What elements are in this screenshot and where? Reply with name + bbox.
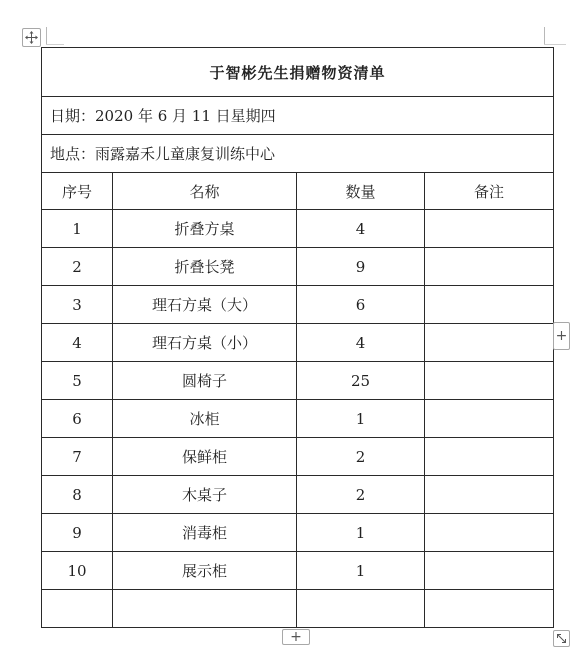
- cell-name[interactable]: 折叠长凳: [113, 248, 297, 286]
- page-corner-mark: [46, 27, 49, 45]
- cell-number[interactable]: 7: [42, 438, 113, 476]
- cell-number[interactable]: [42, 590, 113, 628]
- document-title[interactable]: 于智彬先生捐赠物资清单: [42, 48, 554, 97]
- cell-name[interactable]: 展示柜: [113, 552, 297, 590]
- cell-number[interactable]: 9: [42, 514, 113, 552]
- cell-notes[interactable]: [425, 248, 554, 286]
- table-row: [42, 552, 554, 590]
- table-row: [42, 400, 554, 438]
- cell-quantity[interactable]: 4: [297, 210, 425, 248]
- cell-notes[interactable]: [425, 552, 554, 590]
- table-row: [42, 590, 554, 628]
- date-line[interactable]: 日期：2020 年 6 月 11 日星期四: [42, 97, 554, 135]
- page-corner-mark: [544, 27, 546, 45]
- table-resize-handle[interactable]: [553, 630, 570, 647]
- cell-quantity[interactable]: 25: [297, 362, 425, 400]
- cell-name[interactable]: 保鲜柜: [113, 438, 297, 476]
- cell-number[interactable]: 10: [42, 552, 113, 590]
- cell-number[interactable]: 1: [42, 210, 113, 248]
- table-row: [42, 514, 554, 552]
- plus-icon: +: [555, 328, 568, 344]
- cell-notes[interactable]: [425, 324, 554, 362]
- table-row: [42, 324, 554, 362]
- cell-quantity[interactable]: [297, 590, 425, 628]
- cell-notes[interactable]: [425, 400, 554, 438]
- table-row: [42, 362, 554, 400]
- cell-number[interactable]: 2: [42, 248, 113, 286]
- table-move-handle[interactable]: [22, 28, 41, 47]
- cell-name[interactable]: 圆椅子: [113, 362, 297, 400]
- cell-number[interactable]: 3: [42, 286, 113, 324]
- cell-number[interactable]: 6: [42, 400, 113, 438]
- cell-quantity[interactable]: 2: [297, 438, 425, 476]
- cell-quantity[interactable]: 1: [297, 400, 425, 438]
- page-corner-mark: [544, 44, 566, 46]
- donation-table: [41, 47, 554, 628]
- cell-name[interactable]: 理石方桌（小）: [113, 324, 297, 362]
- table-row: [42, 438, 554, 476]
- cell-name[interactable]: 冰柜: [113, 400, 297, 438]
- cell-name[interactable]: 消毒柜: [113, 514, 297, 552]
- cell-name[interactable]: 折叠方桌: [113, 210, 297, 248]
- cell-notes[interactable]: [425, 476, 554, 514]
- cell-quantity[interactable]: 9: [297, 248, 425, 286]
- cell-notes[interactable]: [425, 362, 554, 400]
- table-row: [42, 476, 554, 514]
- table-row: [42, 248, 554, 286]
- cell-notes[interactable]: [425, 286, 554, 324]
- cell-quantity[interactable]: 1: [297, 552, 425, 590]
- resize-diagonal-icon: [556, 633, 567, 644]
- header-quantity[interactable]: 数量: [297, 173, 425, 210]
- plus-icon: +: [290, 629, 302, 645]
- cell-number[interactable]: 5: [42, 362, 113, 400]
- add-column-button[interactable]: [553, 322, 570, 350]
- header-notes[interactable]: 备注: [425, 173, 554, 210]
- cell-name[interactable]: [113, 590, 297, 628]
- header-number[interactable]: 序号: [42, 173, 113, 210]
- cell-quantity[interactable]: 4: [297, 324, 425, 362]
- cell-name[interactable]: 木桌子: [113, 476, 297, 514]
- cell-quantity[interactable]: 1: [297, 514, 425, 552]
- header-name[interactable]: 名称: [113, 173, 297, 210]
- cell-quantity[interactable]: 6: [297, 286, 425, 324]
- cell-number[interactable]: 8: [42, 476, 113, 514]
- table-row: [42, 210, 554, 248]
- add-row-button[interactable]: [282, 629, 310, 645]
- cell-notes[interactable]: [425, 438, 554, 476]
- cell-notes[interactable]: [425, 590, 554, 628]
- cell-notes[interactable]: [425, 514, 554, 552]
- move-arrows-icon: [25, 31, 38, 44]
- cell-quantity[interactable]: 2: [297, 476, 425, 514]
- table-header-row: [42, 173, 554, 210]
- cell-notes[interactable]: [425, 210, 554, 248]
- location-line[interactable]: 地点：雨露嘉禾儿童康复训练中心: [42, 135, 554, 173]
- page-corner-mark: [46, 44, 64, 46]
- table-row: [42, 286, 554, 324]
- cell-number[interactable]: 4: [42, 324, 113, 362]
- cell-name[interactable]: 理石方桌（大）: [113, 286, 297, 324]
